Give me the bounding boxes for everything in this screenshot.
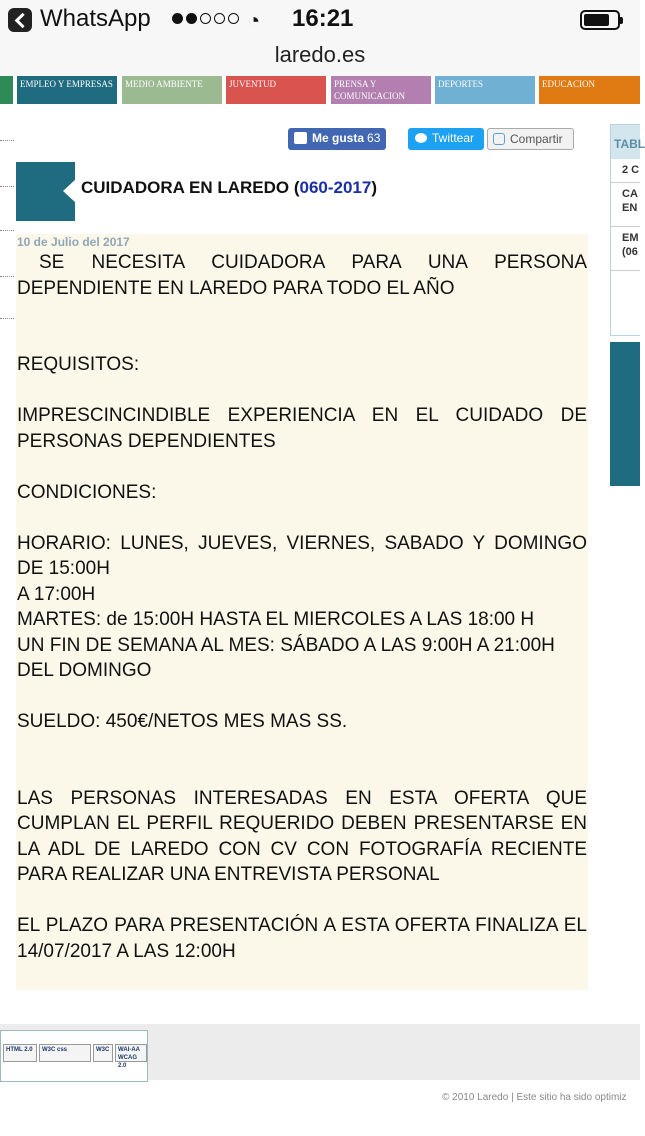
sidebar-table-header: TABL xyxy=(611,125,640,159)
tweet-label: Twittear xyxy=(432,131,475,145)
nav-item-medio-ambiente[interactable]: MEDIO AMBIENTE xyxy=(122,76,222,104)
url-domain[interactable]: laredo.es xyxy=(274,42,366,67)
nav-item-home[interactable] xyxy=(0,76,13,104)
wcag-badge[interactable]: WAI-AA WCAG 2.0 xyxy=(115,1044,147,1062)
paragraph: MARTES: de 15:00H HASTA EL MIERCOLES A LAS 18:00 H xyxy=(17,609,535,630)
validation-badges xyxy=(0,1030,148,1082)
paragraph: UN FIN DE SEMANA AL MES: SÁBADO A LAS 9:00H A 21:00H xyxy=(17,634,555,656)
sidebar-divider xyxy=(0,276,14,277)
paragraph: LAS PERSONAS INTERESADAS EN ESTA OFERTA QUE CUMPLAN EL PERFIL REQUERIDO DEBEN PRESENTARSE EN LA ADL DE LAREDO CON CV CON FOTOGRAFÍA RECIENTE PARA REALIZAR UNA ENTREVISTA PERSONAL xyxy=(17,787,587,885)
nav-item-prensa[interactable]: PRENSA Y COMUNICACION xyxy=(331,76,431,104)
clock: 16:21 xyxy=(292,5,354,32)
css-validation-badge[interactable]: W3C css xyxy=(39,1044,91,1062)
back-app-label[interactable]: WhatsApp xyxy=(40,5,151,32)
nav-item-educacion[interactable]: EDUCACION xyxy=(539,76,640,104)
like-count: 63 xyxy=(367,131,381,145)
sidebar-table-row[interactable]: CA EN xyxy=(611,183,640,227)
sidebar-divider xyxy=(0,230,14,231)
page-title: CUIDADORA EN LAREDO (060-2017) xyxy=(81,178,377,197)
top-navigation xyxy=(0,76,640,104)
thumbs-up-icon xyxy=(294,132,307,144)
battery-icon xyxy=(580,10,620,30)
left-sidebar-links xyxy=(0,104,14,344)
article-date: 10 de Julio del 2017 xyxy=(17,235,130,249)
offer-code: 060-2017 xyxy=(299,178,372,197)
back-to-app-icon[interactable] xyxy=(8,8,32,32)
twitter-bird-icon xyxy=(415,133,427,143)
nav-item-empleo[interactable]: EMPLEO Y EMPRESAS xyxy=(17,76,117,104)
paragraph: SE NECESITA CUIDADORA PARA UNA PERSONA DEPENDIENTE EN LAREDO PARA TODO EL AÑO xyxy=(17,252,587,299)
article-header-icon xyxy=(16,162,75,221)
sidebar-divider xyxy=(0,318,14,319)
nav-item-deportes[interactable]: DEPORTES xyxy=(435,76,535,104)
facebook-like-button[interactable] xyxy=(288,128,386,150)
article-body xyxy=(16,234,588,990)
paragraph: REQUISITOS: xyxy=(17,354,140,375)
like-label: Me gusta xyxy=(312,131,365,145)
copyright-notice: © 2010 Laredo | Este sitio ha sido optimiz xyxy=(442,1092,627,1103)
wifi-icon: ◔ xyxy=(247,8,261,33)
share-label: Compartir xyxy=(510,132,563,146)
nav-item-juventud[interactable]: JUVENTUD xyxy=(226,76,326,104)
sidebar-table-row[interactable]: 2 C xyxy=(611,159,640,183)
sidebar-divider xyxy=(0,140,14,141)
right-sidebar-table xyxy=(610,124,645,336)
sidebar-divider xyxy=(0,186,14,187)
paragraph: DEL DOMINGO xyxy=(17,660,152,681)
right-sidebar-banner[interactable] xyxy=(610,342,640,486)
sidebar-table-row[interactable]: EM (06 xyxy=(611,227,640,271)
share-button[interactable] xyxy=(487,128,574,150)
w3c-badge[interactable]: W3C xyxy=(93,1044,113,1062)
paragraph: SUELDO: 450€/NETOS MES MAS SS. xyxy=(17,711,348,732)
paragraph: EL PLAZO PARA PRESENTACIÓN A ESTA OFERTA FINALIZA EL 14/07/2017 A LAS 12:00H xyxy=(17,915,587,962)
share-icon xyxy=(493,133,505,145)
html-validation-badge[interactable]: HTML 2.0 xyxy=(3,1044,37,1062)
url-bar[interactable] xyxy=(0,40,640,76)
paragraph: IMPRESCINCINDIBLE EXPERIENCIA EN EL CUIDADO DE PERSONAS DEPENDIENTES xyxy=(17,405,587,452)
paragraph: CONDICIONES: xyxy=(17,481,157,503)
twitter-tweet-button[interactable] xyxy=(408,128,484,150)
status-bar xyxy=(0,0,640,40)
signal-strength-icon xyxy=(172,13,239,24)
paragraph: HORARIO: LUNES, JUEVES, VIERNES, SABADO Y DOMINGO DE 15:00H xyxy=(17,532,587,579)
paragraph: A 17:00H xyxy=(17,583,96,605)
